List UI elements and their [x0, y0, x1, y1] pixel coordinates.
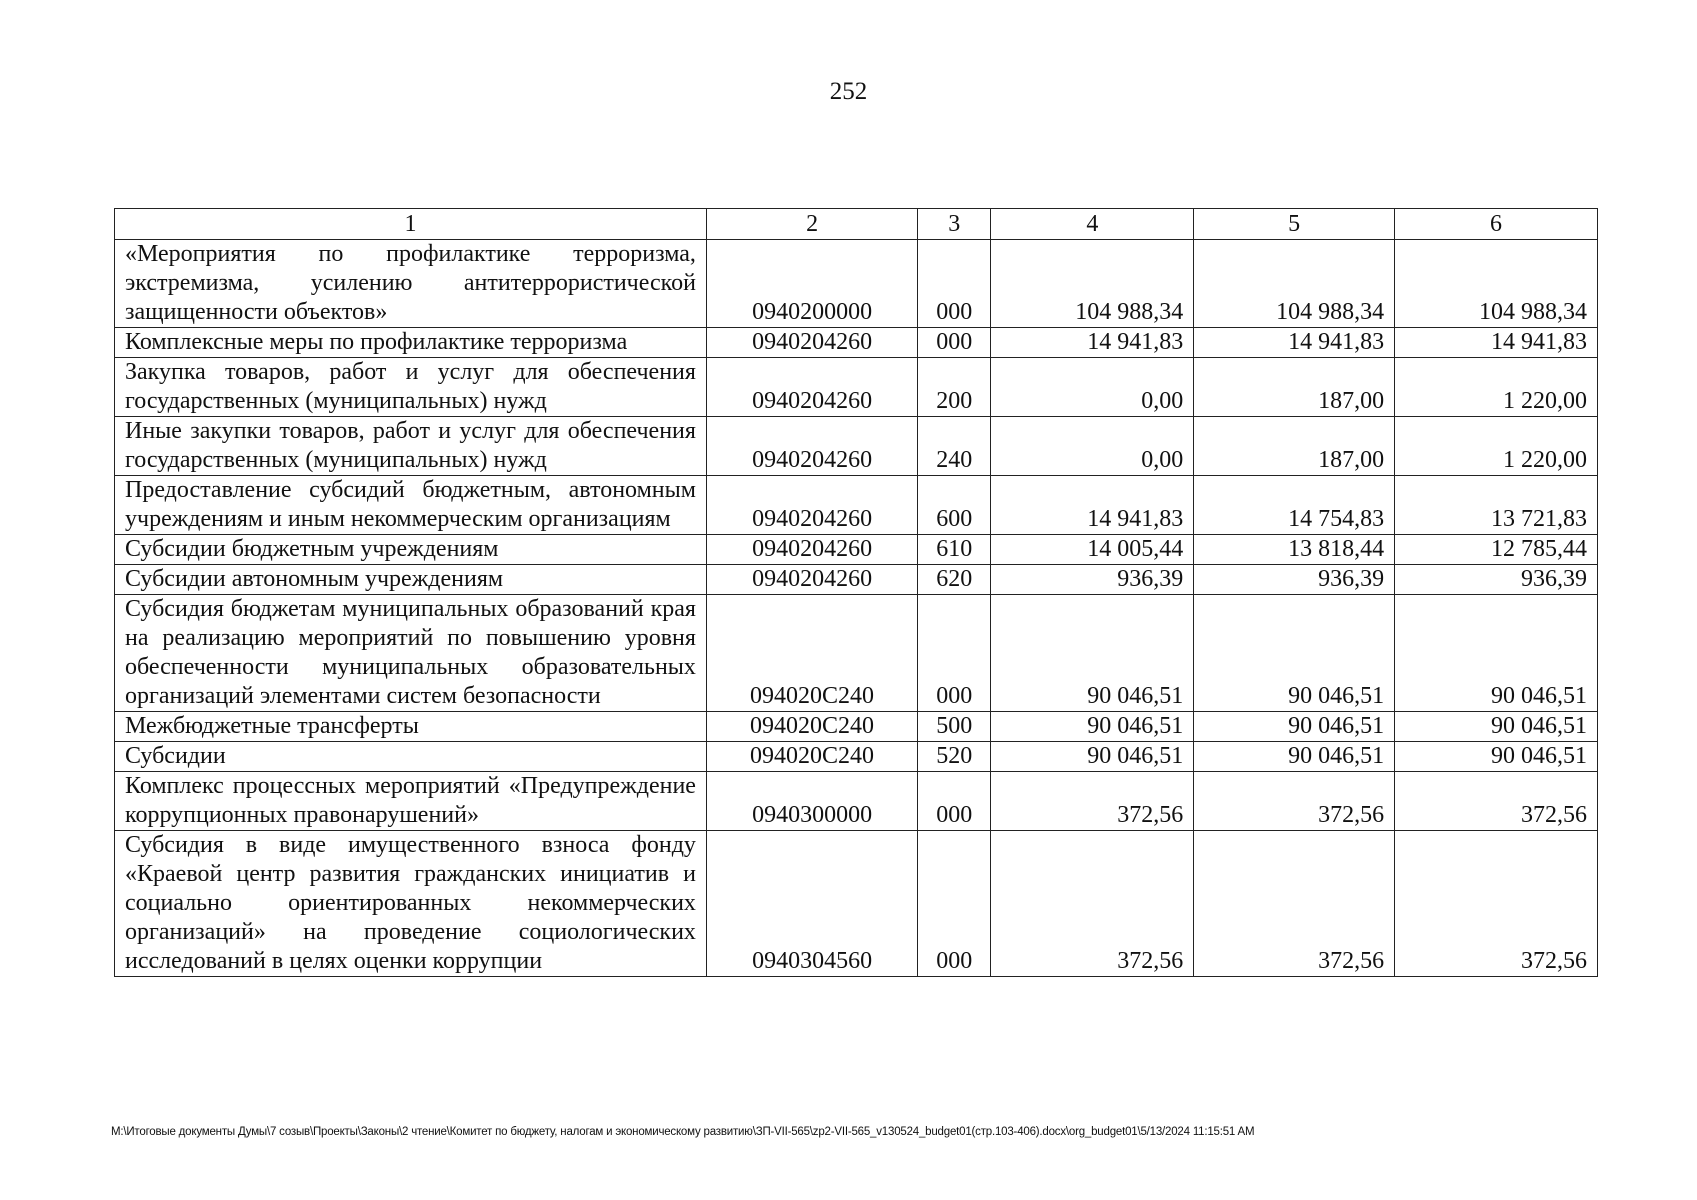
row-value-col5: 90 046,51 [1194, 712, 1395, 742]
row-value-col6: 936,39 [1395, 565, 1598, 595]
row-expense-type: 200 [918, 358, 991, 417]
row-value-col6: 372,56 [1395, 772, 1598, 831]
table-row [115, 476, 1598, 535]
row-target-code: 0940204260 [706, 417, 917, 476]
table-row [115, 328, 1598, 358]
row-target-code: 0940304560 [706, 831, 917, 977]
row-value-col4: 104 988,34 [991, 240, 1194, 328]
row-value-col5: 14 941,83 [1194, 328, 1395, 358]
row-value-col6: 90 046,51 [1395, 595, 1598, 712]
row-value-col4: 0,00 [991, 358, 1194, 417]
column-number-5: 5 [1194, 209, 1395, 240]
row-expense-type: 000 [918, 831, 991, 977]
row-name: «Мероприятия по профилактике терроризма, экстремизма, усилению антитеррористической защищенности объектов» [115, 240, 707, 328]
table-row [115, 417, 1598, 476]
row-name: Иные закупки товаров, работ и услуг для обеспечения государственных (муниципальных) нужд [115, 417, 707, 476]
row-target-code: 094020С240 [706, 712, 917, 742]
row-value-col5: 187,00 [1194, 417, 1395, 476]
row-expense-type: 620 [918, 565, 991, 595]
row-value-col5: 90 046,51 [1194, 595, 1395, 712]
column-number-2: 2 [706, 209, 917, 240]
row-expense-type: 000 [918, 240, 991, 328]
table-row [115, 595, 1598, 712]
table-header-row [115, 209, 1598, 240]
row-name: Предоставление субсидий бюджетным, автономным учреждениям и иным некоммерческим организациям [115, 476, 707, 535]
row-value-col4: 90 046,51 [991, 595, 1194, 712]
row-value-col4: 372,56 [991, 772, 1194, 831]
row-value-col4: 936,39 [991, 565, 1194, 595]
row-target-code: 094020С240 [706, 742, 917, 772]
row-value-col6: 1 220,00 [1395, 417, 1598, 476]
table-row [115, 772, 1598, 831]
row-value-col6: 372,56 [1395, 831, 1598, 977]
row-value-col6: 1 220,00 [1395, 358, 1598, 417]
row-value-col4: 372,56 [991, 831, 1194, 977]
row-target-code: 0940204260 [706, 328, 917, 358]
row-value-col5: 187,00 [1194, 358, 1395, 417]
row-name: Субсидия в виде имущественного взноса фонду «Краевой центр развития гражданских инициатив и социально ориентированных некоммерческих организаций» на проведение социологических исследований в целях оценки коррупции [115, 831, 707, 977]
row-name: Комплексные меры по профилактике терроризма [115, 328, 707, 358]
row-name: Закупка товаров, работ и услуг для обеспечения государственных (муниципальных) нужд [115, 358, 707, 417]
row-expense-type: 000 [918, 328, 991, 358]
row-target-code: 0940204260 [706, 565, 917, 595]
row-value-col5: 372,56 [1194, 831, 1395, 977]
table-row [115, 358, 1598, 417]
row-target-code: 0940204260 [706, 476, 917, 535]
row-name: Субсидия бюджетам муниципальных образований края на реализацию мероприятий по повышению уровня обеспеченности муниципальных образовательных организаций элементами систем безопасности [115, 595, 707, 712]
row-value-col6: 14 941,83 [1395, 328, 1598, 358]
row-expense-type: 000 [918, 595, 991, 712]
row-value-col5: 90 046,51 [1194, 742, 1395, 772]
row-expense-type: 600 [918, 476, 991, 535]
row-name: Комплекс процессных мероприятий «Предупреждение коррупционных правонарушений» [115, 772, 707, 831]
table-row [115, 565, 1598, 595]
row-expense-type: 500 [918, 712, 991, 742]
row-value-col5: 104 988,34 [1194, 240, 1395, 328]
row-expense-type: 610 [918, 535, 991, 565]
row-value-col4: 14 005,44 [991, 535, 1194, 565]
row-value-col4: 90 046,51 [991, 712, 1194, 742]
row-value-col5: 372,56 [1194, 772, 1395, 831]
page-number: 252 [829, 78, 868, 105]
row-value-col4: 14 941,83 [991, 328, 1194, 358]
table-row [115, 240, 1598, 328]
row-value-col4: 90 046,51 [991, 742, 1194, 772]
footer-file-path: М:\Итоговые документы Думы\7 созыв\Проекты\Законы\2 чтение\Комитет по бюджету, налогам и экономическому развитию\ЗП-VII-565\zp2-VII-565_v130524_budget01(стр.103-406).docx\org_budget01\5/13/2024 11:15:51 AM [111, 1126, 1255, 1138]
row-expense-type: 240 [918, 417, 991, 476]
row-name: Субсидии автономным учреждениям [115, 565, 707, 595]
row-value-col6: 13 721,83 [1395, 476, 1598, 535]
row-value-col5: 936,39 [1194, 565, 1395, 595]
row-target-code: 0940300000 [706, 772, 917, 831]
budget-table [114, 208, 1598, 977]
row-target-code: 0940204260 [706, 358, 917, 417]
row-value-col5: 14 754,83 [1194, 476, 1395, 535]
row-value-col6: 12 785,44 [1395, 535, 1598, 565]
column-number-1: 1 [115, 209, 707, 240]
row-expense-type: 520 [918, 742, 991, 772]
row-target-code: 0940200000 [706, 240, 917, 328]
row-value-col6: 104 988,34 [1395, 240, 1598, 328]
row-value-col4: 0,00 [991, 417, 1194, 476]
row-value-col6: 90 046,51 [1395, 742, 1598, 772]
table-row [115, 742, 1598, 772]
row-name: Межбюджетные трансферты [115, 712, 707, 742]
row-name: Субсидии [115, 742, 707, 772]
table-row [115, 535, 1598, 565]
row-target-code: 0940204260 [706, 535, 917, 565]
column-number-4: 4 [991, 209, 1194, 240]
row-target-code: 094020С240 [706, 595, 917, 712]
row-value-col6: 90 046,51 [1395, 712, 1598, 742]
table-row [115, 831, 1598, 977]
column-number-3: 3 [918, 209, 991, 240]
row-expense-type: 000 [918, 772, 991, 831]
row-name: Субсидии бюджетным учреждениям [115, 535, 707, 565]
column-number-6: 6 [1395, 209, 1598, 240]
row-value-col4: 14 941,83 [991, 476, 1194, 535]
row-value-col5: 13 818,44 [1194, 535, 1395, 565]
table-row [115, 712, 1598, 742]
